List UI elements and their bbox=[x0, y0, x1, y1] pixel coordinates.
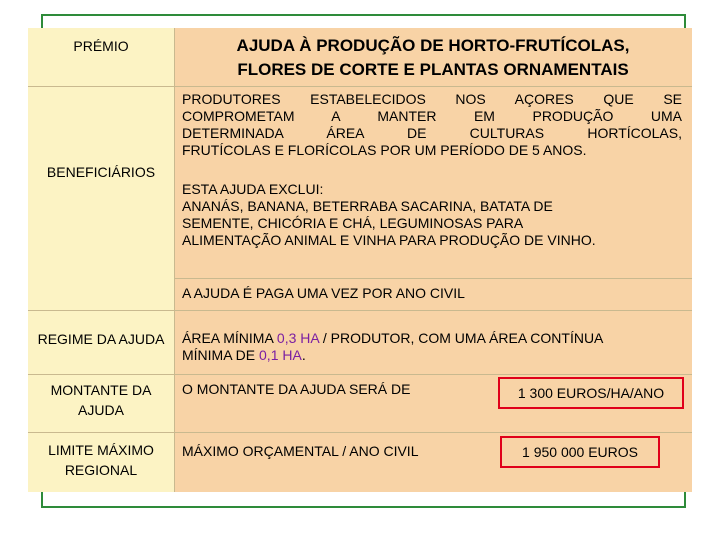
limite-label: LIMITE MÁXIMO REGIONAL bbox=[48, 442, 154, 478]
regime-text-end: . bbox=[301, 347, 306, 363]
premio-title-cell bbox=[174, 28, 692, 86]
row-divider bbox=[28, 86, 692, 87]
paragraph-line: FRUTÍCOLAS E FLORÍCOLAS POR UM PERÍODO DE 5 ANOS. bbox=[182, 142, 587, 158]
payment-note: A AJUDA É PAGA UMA VEZ POR ANO CIVIL bbox=[182, 285, 465, 301]
regime-label: REGIME DA AJUDA bbox=[37, 331, 165, 347]
premio-label: PRÉMIO bbox=[73, 38, 129, 54]
montante-value-box bbox=[498, 377, 684, 409]
paragraph-line: PRODUTORES ESTABELECIDOS NOS AÇORES QUE SE bbox=[182, 91, 682, 107]
paragraph-line: DETERMINADA ÁREA DE CULTURAS HORTÍCOLAS, bbox=[182, 125, 682, 141]
exclusion-block bbox=[182, 181, 682, 249]
area-min-value: 0,3 HA bbox=[276, 330, 319, 346]
regime-cell bbox=[174, 310, 692, 374]
row-divider bbox=[28, 310, 692, 311]
exclusion-line: ALIMENTAÇÃO ANIMAL E VINHA PARA PRODUÇÃO DE VINHO. bbox=[182, 232, 596, 248]
montante-text: O MONTANTE DA AJUDA SERÁ DE bbox=[182, 381, 411, 397]
beneficiarios-label-cell bbox=[28, 86, 174, 310]
beneficiarios-cell bbox=[174, 86, 692, 310]
premio-title-line1: AJUDA À PRODUÇÃO DE HORTO-FRUTÍCOLAS, bbox=[236, 36, 630, 55]
limite-value-box bbox=[500, 436, 660, 468]
montante-label-cell bbox=[28, 374, 174, 432]
regime-text-mid: / PRODUTOR, COM UMA ÁREA CONTÍNUA bbox=[318, 330, 604, 346]
exclusion-title: ESTA AJUDA EXCLUI: bbox=[182, 181, 324, 197]
row-divider bbox=[28, 374, 692, 375]
column-divider bbox=[174, 28, 175, 492]
regime-text bbox=[182, 330, 682, 364]
premio-title-line2: FLORES DE CORTE E PLANTAS ORNAMENTAIS bbox=[237, 60, 629, 79]
limite-text: MÁXIMO ORÇAMENTAL / ANO CIVIL bbox=[182, 443, 419, 459]
beneficiarios-label: BENEFICIÁRIOS bbox=[46, 164, 156, 180]
row-divider bbox=[174, 278, 692, 279]
premio-label-cell bbox=[28, 28, 174, 86]
montante-value: 1 300 EUROS/HA/ANO bbox=[517, 385, 665, 401]
limite-value: 1 950 000 EUROS bbox=[522, 444, 638, 460]
exclusion-line: ANANÁS, BANANA, BETERRABA SACARINA, BATATA DE bbox=[182, 198, 553, 214]
beneficiarios-paragraph bbox=[182, 91, 682, 159]
regime-text-line2-prefix: MÍNIMA DE bbox=[182, 347, 260, 363]
regime-label-cell bbox=[28, 310, 174, 374]
paragraph-line: COMPROMETAM A MANTER EM PRODUÇÃO UMA bbox=[182, 108, 682, 124]
montante-label: MONTANTE DA AJUDA bbox=[50, 382, 152, 418]
limite-label-cell bbox=[28, 432, 174, 492]
regime-text-prefix: ÁREA MÍNIMA bbox=[182, 330, 277, 346]
row-divider bbox=[28, 432, 692, 433]
exclusion-line: SEMENTE, CHICÓRIA E CHÁ, LEGUMINOSAS PARA bbox=[182, 215, 524, 231]
area-cont-value: 0,1 HA bbox=[259, 347, 302, 363]
